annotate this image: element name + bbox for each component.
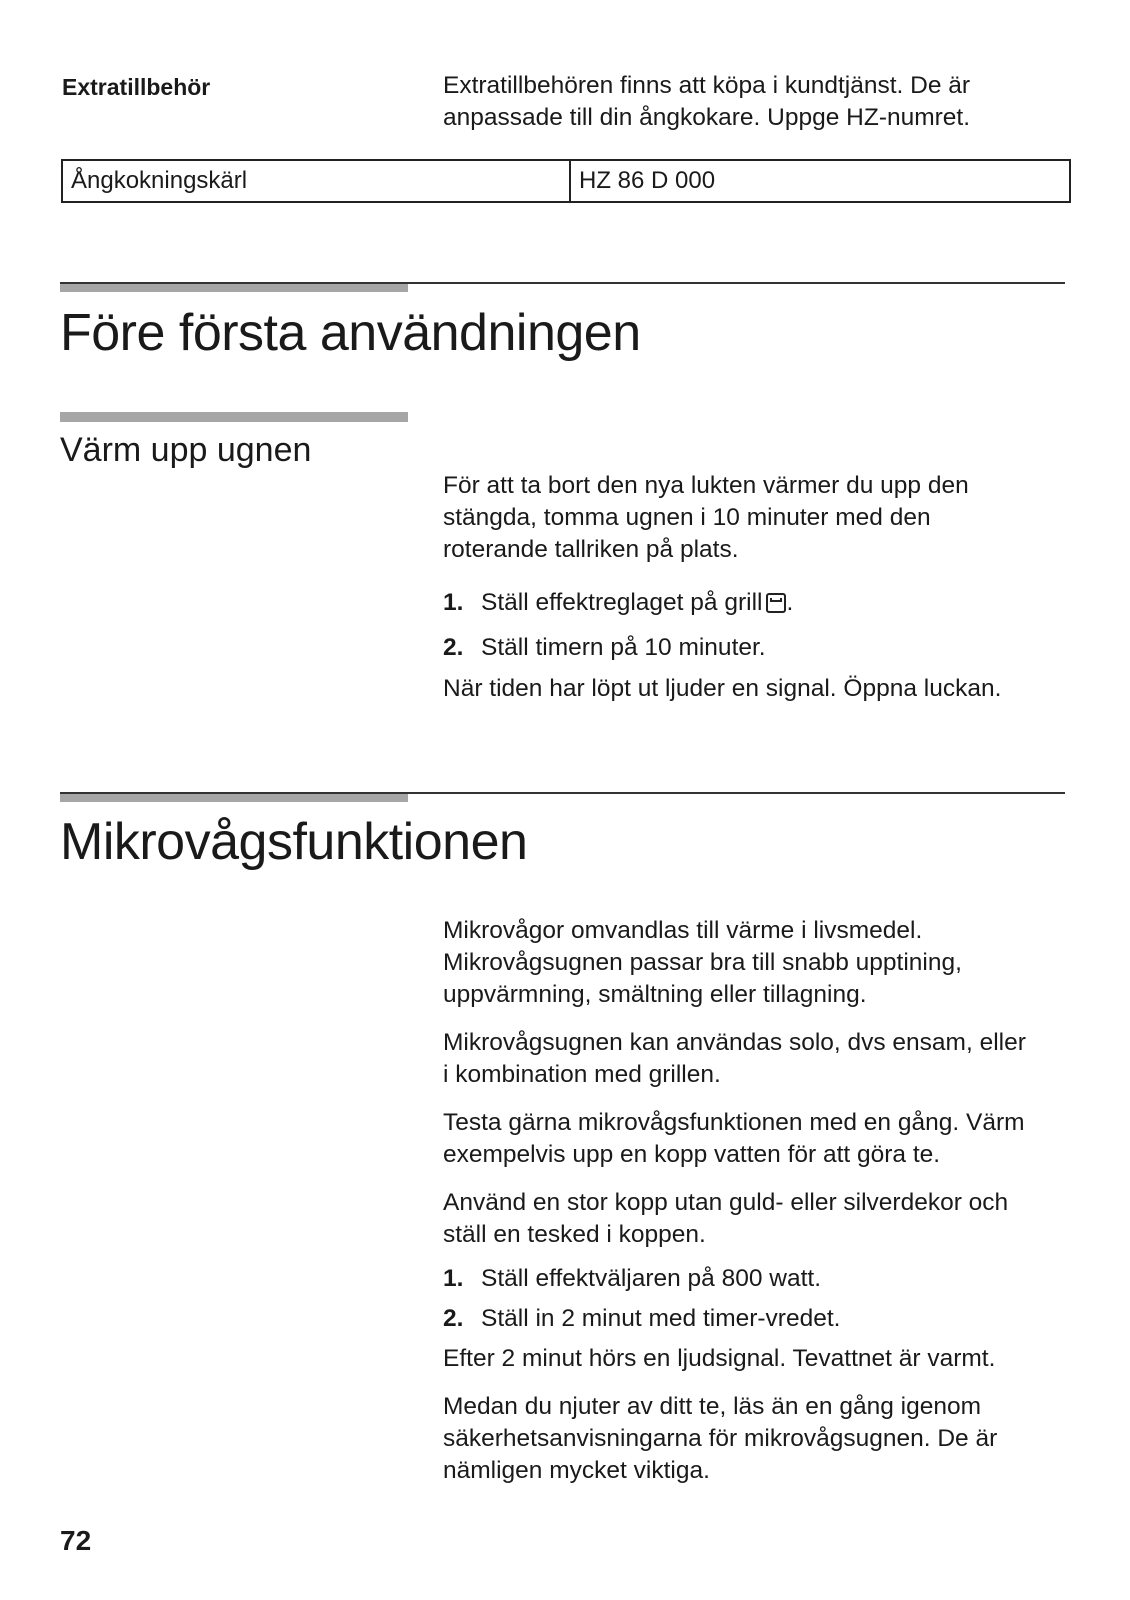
paragraph-line: exempelvis upp en kopp vatten för att göra te. (443, 1141, 941, 1168)
section-rule-accent (60, 282, 408, 292)
step-number: 2. (443, 1305, 464, 1332)
section-title-first-use: Före första användningen (60, 304, 641, 362)
section-rule (60, 282, 1065, 284)
table-row (62, 160, 1070, 202)
paragraph-line: i kombination med grillen. (443, 1061, 721, 1088)
step-item (443, 1303, 1083, 1335)
accessories-label: Extratillbehör (62, 74, 211, 100)
heat-oven-after: När tiden har löpt ut ljuder en signal. Öppna luckan. (443, 675, 1002, 702)
step-number: 1. (443, 1265, 464, 1292)
step-text: Ställ effektväljaren på 800 watt. (481, 1265, 822, 1292)
step-item (443, 587, 1083, 619)
microwave-paragraphs (443, 915, 1083, 1487)
step-item (443, 632, 1083, 664)
step-text: Ställ effektreglaget på grill (481, 589, 763, 616)
paragraph-line: säkerhetsanvisningarna för mikrovågsugnen. De är (443, 1425, 998, 1452)
closing-paragraph (443, 1391, 1083, 1487)
accessory-name: Ångkokningskärl (62, 160, 570, 202)
paragraph (443, 1107, 1083, 1171)
grill-icon (766, 593, 786, 613)
paragraph (443, 1187, 1083, 1251)
step-number: 1. (443, 589, 464, 616)
heat-oven-steps (443, 587, 1083, 664)
accessories-line-2: anpassade till din ångkokare. Uppge HZ-numret. (443, 104, 971, 131)
heat-oven-intro (443, 470, 1083, 566)
accessories-description (443, 70, 1083, 134)
paragraph (443, 915, 1083, 1011)
microwave-steps (443, 1263, 1083, 1335)
paragraph-line: Mikrovågor omvandlas till värme i livsmedel. (443, 917, 923, 944)
step-text: Ställ in 2 minut med timer-vredet. (481, 1305, 841, 1332)
paragraph-line: Mikrovågsugnen passar bra till snabb upptining, (443, 949, 962, 976)
accessories-table (61, 159, 1071, 203)
paragraph (443, 1027, 1083, 1091)
intro-line: stängda, tomma ugnen i 10 minuter med den (443, 504, 931, 531)
section-title-microwave: Mikrovågsfunktionen (60, 813, 528, 871)
section-rule-accent (60, 792, 408, 802)
step-suffix: . (786, 589, 794, 616)
paragraph-line: Testa gärna mikrovågsfunktionen med en gång. Värm (443, 1109, 1025, 1136)
intro-line: roterande tallriken på plats. (443, 536, 739, 563)
step-number: 2. (443, 634, 464, 661)
subsection-rule (60, 412, 408, 422)
microwave-after: Efter 2 minut hörs en ljudsignal. Tevattnet är varmt. (443, 1345, 996, 1372)
paragraph-line: Medan du njuter av ditt te, läs än en gång igenom (443, 1393, 981, 1420)
step-text: Ställ timern på 10 minuter. (481, 634, 766, 661)
step-item (443, 1263, 1083, 1295)
accessories-line-1: Extratillbehören finns att köpa i kundtjänst. De är (443, 72, 971, 99)
paragraph-line: Mikrovågsugnen kan användas solo, dvs ensam, eller (443, 1029, 1026, 1056)
paragraph-line: ställ en tesked i koppen. (443, 1221, 706, 1248)
paragraph-line: uppvärmning, smältning eller tillagning. (443, 981, 867, 1008)
paragraph-line: nämligen mycket viktiga. (443, 1457, 710, 1484)
subsection-title-heat-oven: Värm upp ugnen (60, 431, 312, 469)
paragraph-line: Använd en stor kopp utan guld- eller silverdekor och (443, 1189, 1009, 1216)
accessory-code: HZ 86 D 000 (570, 160, 1070, 202)
intro-line: För att ta bort den nya lukten värmer du upp den (443, 472, 969, 499)
page-number: 72 (60, 1525, 92, 1556)
section-rule (60, 792, 1065, 794)
